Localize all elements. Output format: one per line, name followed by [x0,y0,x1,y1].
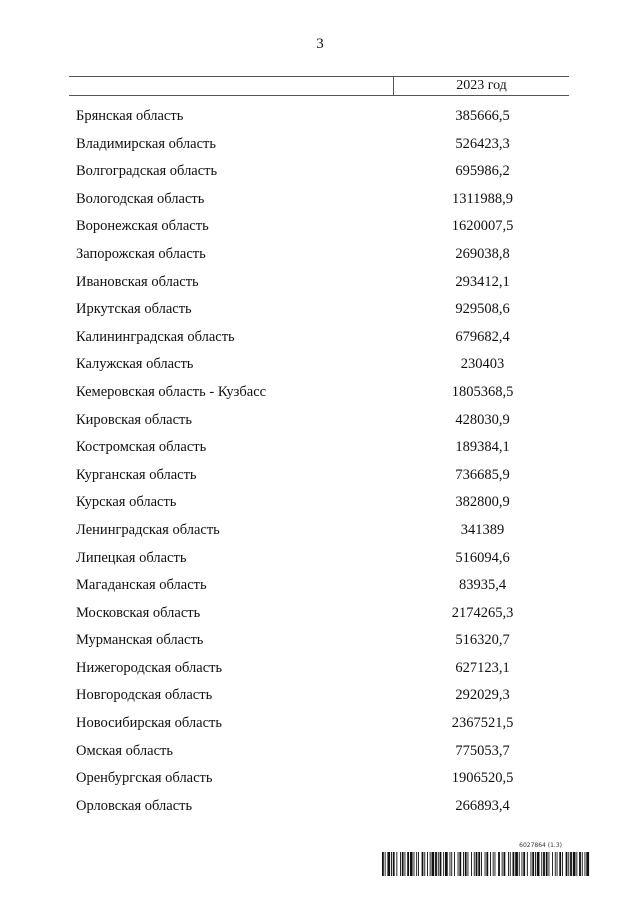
region-name: Орловская область [76,797,193,814]
region-value: 526423,3 [455,135,510,152]
table-row [0,601,640,629]
table-row [0,242,640,270]
region-value: 1805368,5 [451,383,514,400]
region-value: 1620007,5 [451,218,514,235]
table-row [0,546,640,574]
region-name: Воронежская область [76,218,209,235]
region-value: 695986,2 [455,163,510,180]
region-name: Волгоградская область [76,163,218,180]
region-value: 516320,7 [455,632,510,649]
region-name: Нижегородская область [76,659,223,676]
page-number: 3 [316,36,324,52]
region-name: Владимирская область [76,135,216,152]
region-name: Калужская область [76,356,194,373]
region-value: 1311988,9 [451,190,514,207]
table-row [0,628,640,656]
region-name: Магаданская область [76,577,207,594]
region-value: 83935,4 [458,577,507,594]
region-name: Мурманская область [76,632,204,649]
table-row [0,573,640,601]
region-name: Брянская область [76,108,184,124]
region-value: 266893,4 [455,797,510,814]
region-name: Калининградская область [76,328,235,345]
region-name: Курганская область [76,466,197,483]
region-name: Омская область [76,742,173,759]
region-value: 292029,3 [455,687,510,704]
table-row [0,104,640,132]
region-name: Курская область [76,494,177,511]
region-value: 736685,9 [455,466,510,483]
table-body [0,104,640,821]
table-row [0,159,640,187]
region-value: 269038,8 [455,245,510,262]
region-value: 627123,1 [455,659,510,676]
region-value: 293412,1 [455,273,510,290]
region-name: Новгородская область [76,687,213,704]
barcode [382,842,590,878]
region-name: Кемеровская область - Кузбасс [76,383,267,400]
region-name: Костромская область [76,439,207,456]
region-value: 230403 [460,356,505,373]
table-row [0,739,640,767]
table-row [0,325,640,353]
region-value: 428030,9 [455,411,510,428]
region-name: Оренбургская область [76,770,213,787]
region-value: 679682,4 [455,328,510,345]
region-value: 341389 [460,521,505,538]
table-row [0,132,640,160]
table-header [69,76,569,96]
region-name: Вологодская область [76,190,205,207]
region-value: 382800,9 [455,494,510,511]
region-name: Новосибирская область [76,715,222,732]
table-row [0,711,640,739]
table-row [0,794,640,822]
table-row [0,270,640,298]
table-row [0,518,640,546]
table-row [0,435,640,463]
barcode-code: 6027864 (1.3) [519,842,562,849]
region-name: Московская область [76,604,201,621]
region-name: Липецкая область [76,549,187,566]
region-name: Кировская область [76,411,193,428]
region-value: 775053,7 [455,742,510,759]
table-row [0,463,640,491]
region-name: Иркутская область [76,301,192,318]
table-row [0,408,640,436]
region-name: Ивановская область [76,273,199,290]
region-value: 2367521,5 [451,715,514,732]
region-value: 2174265,3 [451,604,514,621]
header-year: 2023 год [456,78,507,93]
table-row [0,380,640,408]
table-row [0,187,640,215]
table-row [0,656,640,684]
table-row [0,683,640,711]
region-value: 929508,6 [455,301,510,318]
region-value: 516094,6 [455,549,510,566]
region-name: Запорожская область [76,245,206,262]
table-row [0,297,640,325]
region-value: 385666,5 [455,108,510,124]
region-value: 189384,1 [455,439,510,456]
barcode-icon [382,852,590,876]
region-value: 1906520,5 [451,770,514,787]
table-row [0,352,640,380]
table-row [0,214,640,242]
table-row [0,490,640,518]
region-name: Ленинградская область [76,521,220,538]
table-row [0,766,640,794]
